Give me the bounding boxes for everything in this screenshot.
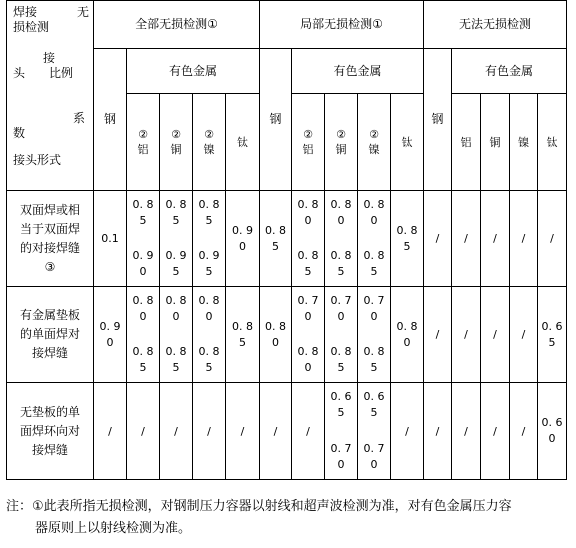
cell-value: 0. 8 5: [265, 223, 286, 253]
table-cell: [260, 191, 292, 287]
cell-value: /: [464, 232, 468, 245]
table-cell: [292, 287, 325, 383]
metal-header: [325, 94, 358, 191]
cell-value: 0.1: [101, 232, 119, 245]
table-cell: [292, 191, 325, 287]
cell-value: 0. 8 0: [132, 294, 154, 323]
metal-label: ②镍: [203, 128, 215, 156]
table-cell: [127, 191, 160, 287]
table-cell: [292, 383, 325, 480]
row-label: 无垫板的单面焊环向对接焊缝: [7, 383, 94, 480]
metal-label: ②铝: [302, 128, 314, 156]
footnote-line: 注：①此表所指无损检测，对钢制压力容器以射线和超声波检测为准，对有色金属压力容: [6, 499, 512, 514]
table-cell: [94, 191, 127, 287]
metal-label: 铝: [460, 135, 472, 149]
table-cell: [127, 383, 160, 480]
cell-value: 0. 8 0: [330, 198, 352, 227]
group-header-full: 全部无损检测①: [94, 1, 260, 49]
cell-value: 0. 8 0: [363, 198, 385, 227]
table-cell: [94, 287, 127, 383]
cell-value: 0. 9 5: [165, 249, 187, 279]
table-cell: [226, 191, 260, 287]
cell-value: /: [108, 424, 112, 438]
table-cell: [226, 383, 260, 480]
table-cell: [325, 383, 358, 480]
cell-value: /: [435, 328, 440, 341]
table-cell: [510, 383, 538, 480]
steel-header: 钢: [424, 49, 452, 191]
cell-value: 0. 6 5: [363, 390, 385, 419]
table-cell: [358, 287, 391, 383]
cell-value: 0. 8 5: [198, 198, 220, 227]
metal-label: ②铜: [170, 128, 182, 156]
cell-value: 0. 9 5: [198, 249, 220, 279]
table-cell: [160, 191, 193, 287]
table-cell: [358, 383, 391, 480]
table-cell: [325, 191, 358, 287]
table-cell: [481, 191, 510, 287]
cell-value: 0. 8 5: [132, 198, 154, 227]
cell-value: /: [273, 424, 278, 438]
cell-value: /: [521, 232, 526, 245]
metal-label: ②铜: [335, 128, 347, 156]
metal-header: [358, 94, 391, 191]
table-cell: [481, 383, 510, 480]
metal-label: 镍: [518, 135, 529, 149]
cell-value: /: [207, 424, 211, 438]
table-cell: [391, 191, 424, 287]
table-cell: [452, 383, 481, 480]
cell-value: 0. 8 5: [363, 345, 385, 375]
table-cell: [510, 191, 538, 287]
metal-header: [452, 94, 481, 191]
group-header-partial: 局部无损检测①: [260, 1, 424, 49]
cell-value: /: [435, 424, 440, 438]
cell-value: 0. 7 0: [363, 442, 385, 472]
metal-label: ②镍: [368, 128, 380, 156]
cell-value: 0. 8 5: [396, 223, 418, 253]
cell-value: /: [464, 424, 468, 438]
cell-value: /: [405, 424, 409, 438]
table-cell: [94, 383, 127, 480]
cell-value: /: [435, 232, 440, 245]
table-cell: [391, 287, 424, 383]
cell-value: 0. 7 0: [297, 294, 319, 323]
steel-header: 钢: [260, 49, 292, 191]
table-cell: [452, 191, 481, 287]
table-row: [7, 191, 567, 287]
cell-value: 0. 8 5: [232, 319, 253, 349]
corner-text: 损检测: [13, 20, 50, 34]
table-cell: [127, 287, 160, 383]
cell-value: /: [174, 424, 178, 438]
table-cell: [358, 191, 391, 287]
corner-text: 焊接: [13, 5, 38, 19]
metal-header: [226, 94, 260, 191]
cell-value: 0. 8 0: [396, 319, 418, 349]
cell-value: 0. 8 0: [165, 294, 187, 323]
table-row: [7, 287, 567, 383]
corner-text: 比例: [49, 66, 74, 80]
nonferrous-header: 有色金属: [452, 49, 567, 94]
table-cell: [452, 287, 481, 383]
cell-value: 0. 6 0: [541, 416, 563, 445]
cell-value: 0. 8 5: [330, 345, 352, 375]
metal-header: [127, 94, 160, 191]
cell-value: /: [521, 424, 526, 438]
cell-value: 0. 8 5: [165, 345, 187, 375]
steel-header: 钢: [94, 49, 127, 191]
cell-value: /: [464, 328, 468, 341]
metal-label: 钛: [237, 135, 248, 149]
table-cell: [424, 287, 452, 383]
corner-text: 头: [13, 66, 26, 80]
cell-value: 0. 8 5: [330, 249, 352, 279]
table-cell: [160, 287, 193, 383]
table-cell: [260, 287, 292, 383]
cell-value: 0. 8 5: [132, 345, 154, 375]
cell-value: 0. 8 5: [165, 198, 187, 227]
cell-value: /: [141, 424, 145, 438]
cell-value: 0. 8 5: [198, 345, 220, 375]
table-cell: [538, 191, 567, 287]
cell-value: 0. 7 0: [330, 442, 352, 472]
table-row: [7, 383, 567, 480]
weld-joint-coefficient-table: [6, 0, 567, 480]
row-label: 双面焊或相当于双面焊的对接焊缝③: [7, 191, 94, 287]
table-cell: [481, 287, 510, 383]
cell-value: 0. 9 0: [232, 223, 253, 253]
table-footnote: [6, 496, 572, 540]
table-cell: [424, 191, 452, 287]
metal-header: [292, 94, 325, 191]
cell-value: /: [240, 424, 245, 438]
table-cell: [193, 383, 226, 480]
table-cell: [538, 383, 567, 480]
cell-value: /: [306, 424, 310, 438]
table-cell: [325, 287, 358, 383]
cell-value: 0. 9 0: [99, 319, 121, 349]
table-cell: [193, 191, 226, 287]
cell-value: /: [493, 328, 497, 341]
cell-value: 0. 8 0: [297, 198, 319, 227]
table-cell: [226, 287, 260, 383]
corner-text: 接: [43, 51, 56, 65]
cell-value: /: [493, 424, 497, 438]
table-cell: [510, 287, 538, 383]
cell-value: 0. 7 0: [363, 294, 385, 323]
corner-text: 无: [76, 5, 89, 19]
metal-header: [193, 94, 226, 191]
corner-text: 系: [72, 111, 85, 125]
table-cell: [424, 383, 452, 480]
corner-text: 接头形式: [13, 153, 62, 167]
metal-label: 钛: [546, 135, 558, 149]
group-header-none: 无法无损检测: [424, 1, 567, 49]
metal-header: [481, 94, 510, 191]
table-cell: [160, 383, 193, 480]
cell-value: /: [521, 328, 526, 341]
metal-label: 钛: [401, 135, 413, 149]
corner-text: 数: [13, 126, 26, 140]
table-cell: [193, 287, 226, 383]
cell-value: 0. 8 0: [198, 294, 220, 323]
cell-value: 0. 8 5: [297, 249, 319, 279]
cell-value: 0. 6 5: [330, 390, 352, 419]
metal-header: [160, 94, 193, 191]
cell-value: 0. 9 0: [132, 249, 154, 279]
metal-label: ②铝: [137, 128, 149, 156]
nonferrous-header: 有色金属: [292, 49, 424, 94]
footnote-line: 器原则上以射线检测为准。: [35, 521, 192, 536]
cell-value: 0. 8 5: [363, 249, 385, 279]
row-label: 有金属垫板的单面焊对接焊缝: [7, 287, 94, 383]
metal-header: [510, 94, 538, 191]
table-cell: [538, 287, 567, 383]
cell-value: 0. 8 0: [297, 345, 319, 375]
cell-value: 0. 6 5: [541, 319, 563, 349]
nonferrous-header: 有色金属: [127, 49, 260, 94]
cell-value: /: [493, 232, 497, 245]
cell-value: 0. 7 0: [330, 294, 352, 323]
table-corner-header: [7, 1, 94, 191]
cell-value: 0. 8 0: [265, 319, 286, 349]
metal-header: [391, 94, 424, 191]
metal-label: 铜: [489, 135, 501, 149]
cell-value: /: [550, 232, 554, 245]
table-cell: [260, 383, 292, 480]
metal-header: [538, 94, 567, 191]
table-cell: [391, 383, 424, 480]
